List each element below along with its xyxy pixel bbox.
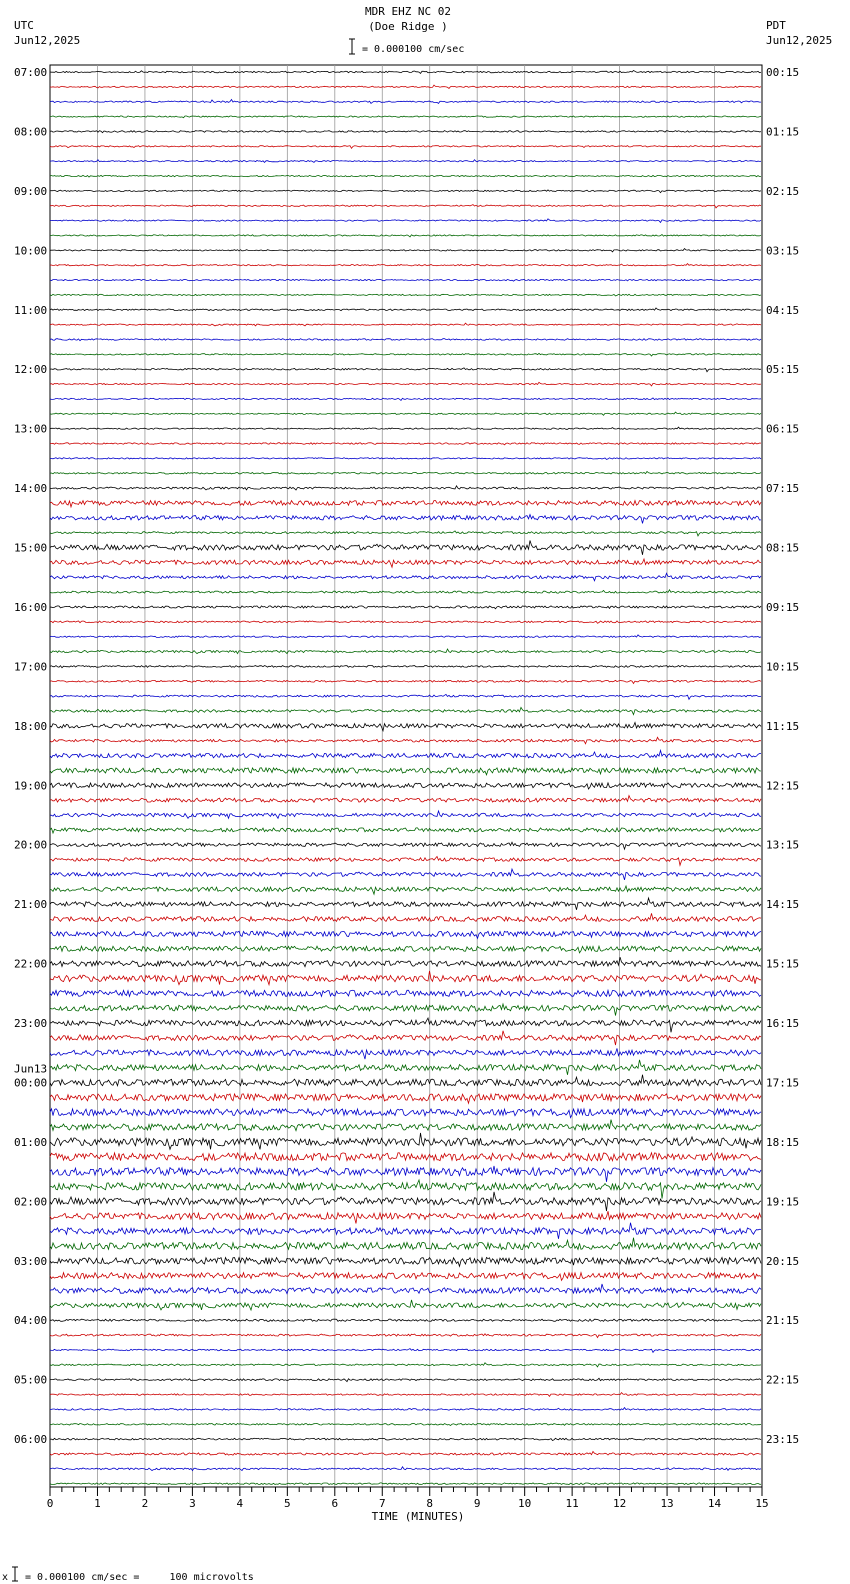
trace-line	[50, 649, 761, 654]
trace-line	[50, 1334, 761, 1338]
utc-hour-labels	[14, 66, 47, 1446]
trace-line	[50, 1467, 761, 1471]
x-tick-label: 9	[473, 1497, 481, 1510]
x-tick-label: 3	[189, 1497, 196, 1510]
x-tick-label: 11	[565, 1497, 579, 1510]
trace-line	[50, 353, 761, 356]
trace-line	[50, 1153, 761, 1161]
trace-line	[50, 1349, 761, 1353]
x-tick-label: 14	[707, 1497, 722, 1510]
trace-line	[50, 1258, 761, 1267]
trace-line	[50, 666, 761, 668]
trace-line	[50, 443, 761, 445]
station-subtitle: (Doe Ridge )	[368, 20, 448, 33]
pdt-hour-label: 03:15	[766, 244, 800, 258]
pdt-hour-label: 18:15	[766, 1135, 800, 1149]
utc-hour-label: 08:00	[14, 125, 48, 139]
trace-line	[50, 606, 761, 609]
pdt-hour-label: 04:15	[766, 303, 800, 317]
trace-line	[50, 294, 761, 296]
scale-bar-icon	[349, 39, 355, 54]
utc-hour-label: 09:00	[14, 184, 48, 198]
pdt-hour-label: 14:15	[766, 898, 800, 912]
utc-hour-label: 14:00	[14, 482, 48, 496]
pdt-hour-label: 00:15	[766, 66, 800, 79]
trace-line	[50, 931, 761, 938]
trace-line	[50, 1438, 761, 1440]
trace-line	[50, 1452, 761, 1456]
pdt-hour-label: 19:15	[766, 1195, 800, 1209]
trace-line	[50, 913, 761, 921]
trace-line	[50, 990, 761, 996]
trace-line	[50, 842, 761, 849]
trace-line	[50, 458, 761, 460]
pdt-hour-label: 07:15	[766, 482, 800, 496]
utc-hour-label: 03:00	[14, 1254, 48, 1268]
trace-line	[50, 1211, 761, 1223]
day-change-label: Jun13	[14, 1062, 48, 1076]
trace-line	[50, 382, 761, 386]
trace-line	[50, 1133, 761, 1150]
x-tick-label: 13	[660, 1497, 674, 1510]
trace-line	[50, 573, 761, 581]
x-tick-label: 8	[426, 1497, 434, 1510]
x-axis-label: TIME (MINUTES)	[371, 1510, 465, 1523]
trace-line	[50, 783, 761, 789]
x-tick-label: 7	[378, 1497, 386, 1510]
trace-line	[50, 279, 761, 281]
pdt-hour-label: 12:15	[766, 779, 800, 793]
utc-hour-label: 05:00	[14, 1373, 48, 1387]
trace-line	[50, 264, 761, 266]
trace-line	[50, 1223, 761, 1239]
footer-scale-text: = 0.000100 cm/sec = 100 microvolts	[25, 1572, 254, 1583]
pdt-hour-label: 05:15	[766, 363, 800, 377]
right-date: Jun12,2025	[766, 34, 833, 47]
trace-line	[50, 531, 761, 536]
trace-line	[50, 515, 761, 524]
trace-line	[50, 412, 761, 415]
footer-marker: x	[2, 1572, 9, 1583]
trace-line	[50, 750, 761, 757]
trace-line	[50, 486, 761, 490]
trace-line	[50, 249, 761, 252]
trace-line	[50, 1378, 761, 1381]
trace-line	[50, 205, 761, 208]
trace-line	[50, 501, 761, 507]
pdt-hour-label: 08:15	[766, 541, 800, 555]
trace-line	[50, 1300, 761, 1310]
trace-line	[50, 1393, 761, 1397]
trace-line	[50, 1319, 761, 1321]
trace-line	[50, 768, 761, 775]
trace-line	[50, 869, 761, 880]
utc-hour-label: 04:00	[14, 1314, 48, 1328]
trace-line	[50, 1424, 761, 1426]
trace-line	[50, 707, 761, 714]
trace-line	[50, 1048, 761, 1059]
trace-line	[50, 1031, 761, 1045]
trace-line	[50, 100, 761, 104]
utc-hour-label: 22:00	[14, 957, 48, 971]
x-tick-label: 5	[284, 1497, 291, 1510]
trace-line	[50, 190, 761, 193]
x-tick-label: 15	[755, 1497, 769, 1510]
trace-line	[50, 1075, 761, 1086]
utc-hour-label: 00:00	[14, 1076, 48, 1090]
trace-line	[50, 828, 761, 833]
left-date: Jun12,2025	[14, 34, 81, 47]
utc-hour-label: 15:00	[14, 541, 48, 555]
utc-hour-label: 18:00	[14, 719, 48, 733]
pdt-hour-labels	[766, 66, 799, 1446]
trace-line	[50, 1273, 761, 1281]
trace-line	[50, 1004, 761, 1016]
pdt-hour-label: 11:15	[766, 719, 800, 733]
x-tick-label: 6	[331, 1497, 339, 1510]
x-tick-label: 2	[141, 1497, 149, 1510]
station-title: MDR EHZ NC 02	[364, 5, 452, 18]
utc-hour-label: 07:00	[14, 66, 48, 79]
trace-line	[50, 1238, 761, 1250]
trace-line	[50, 1018, 761, 1032]
trace-line	[50, 1192, 761, 1211]
scale-text: = 0.000100 cm/sec	[362, 44, 465, 55]
pdt-hour-label: 22:15	[766, 1373, 800, 1387]
trace-line	[50, 971, 761, 985]
pdt-hour-label: 15:15	[766, 957, 800, 971]
trace-line	[50, 1120, 761, 1131]
trace-line	[50, 694, 761, 699]
pdt-hour-label: 01:15	[766, 125, 800, 139]
x-tick-label: 1	[94, 1497, 101, 1510]
pdt-hour-label: 13:15	[766, 838, 800, 852]
pdt-hour-label: 02:15	[766, 184, 800, 198]
utc-hour-label: 02:00	[14, 1195, 48, 1209]
trace-line	[50, 427, 761, 429]
utc-hour-label: 21:00	[14, 898, 48, 912]
trace-line	[50, 160, 761, 163]
trace-line	[50, 398, 761, 401]
trace-line	[50, 368, 761, 372]
pdt-hour-label: 17:15	[766, 1076, 800, 1090]
trace-line	[50, 1166, 761, 1182]
trace-line	[50, 811, 761, 818]
pdt-hour-label: 21:15	[766, 1314, 800, 1328]
trace-line	[50, 796, 761, 803]
trace-line	[50, 541, 761, 555]
trace-line	[50, 339, 761, 341]
trace-line	[50, 1109, 761, 1118]
pdt-hour-label: 16:15	[766, 1017, 800, 1031]
utc-hour-label: 23:00	[14, 1017, 48, 1031]
trace-line	[50, 621, 761, 623]
left-timezone: UTC	[14, 19, 34, 32]
trace-line	[50, 219, 761, 223]
trace-line	[50, 131, 761, 133]
plot-frame	[50, 65, 762, 1487]
trace-line	[50, 146, 761, 149]
trace-line	[50, 737, 761, 744]
trace-line	[50, 946, 761, 953]
utc-hour-label: 20:00	[14, 838, 48, 852]
utc-hour-label: 10:00	[14, 244, 48, 258]
trace-line	[50, 723, 761, 731]
trace-line	[50, 175, 761, 177]
trace-line	[50, 1284, 761, 1294]
utc-hour-label: 11:00	[14, 303, 48, 317]
trace-line	[50, 71, 761, 74]
utc-hour-label: 12:00	[14, 363, 48, 377]
trace-line	[50, 116, 761, 118]
x-tick-label: 10	[518, 1497, 532, 1510]
trace-line	[50, 308, 761, 311]
trace-line	[50, 472, 761, 475]
trace-line	[50, 1094, 761, 1103]
pdt-hour-label: 06:15	[766, 422, 800, 436]
trace-line	[50, 680, 761, 684]
trace-line	[50, 1408, 761, 1411]
trace-line	[50, 1483, 761, 1485]
x-tick-label: 12	[612, 1497, 627, 1510]
trace-line	[50, 635, 761, 638]
trace-line	[50, 323, 761, 326]
trace-line	[50, 857, 761, 866]
trace-line	[50, 85, 761, 88]
trace-line	[50, 1180, 761, 1199]
x-axis	[47, 1487, 769, 1510]
trace-line	[50, 1060, 761, 1075]
utc-hour-label: 17:00	[14, 660, 48, 674]
seismic-traces	[50, 71, 761, 1485]
right-timezone: PDT	[766, 19, 786, 32]
trace-line	[50, 235, 761, 237]
trace-line	[50, 1363, 761, 1367]
pdt-hour-label: 10:15	[766, 660, 800, 674]
pdt-hour-label: 20:15	[766, 1254, 800, 1268]
utc-hour-label: 19:00	[14, 779, 48, 793]
utc-hour-label: 01:00	[14, 1135, 48, 1149]
x-tick-label: 0	[46, 1497, 54, 1510]
trace-line	[50, 559, 761, 567]
utc-hour-label: 16:00	[14, 600, 48, 614]
trace-line	[50, 886, 761, 894]
footer-scale-bar-icon	[12, 1567, 18, 1581]
trace-line	[50, 898, 761, 910]
utc-hour-label: 06:00	[14, 1433, 48, 1447]
pdt-hour-label: 23:15	[766, 1433, 800, 1447]
trace-line	[50, 590, 761, 593]
x-tick-label: 4	[236, 1497, 244, 1510]
utc-hour-label: 13:00	[14, 422, 48, 436]
pdt-hour-label: 09:15	[766, 600, 800, 614]
trace-line	[50, 957, 761, 967]
